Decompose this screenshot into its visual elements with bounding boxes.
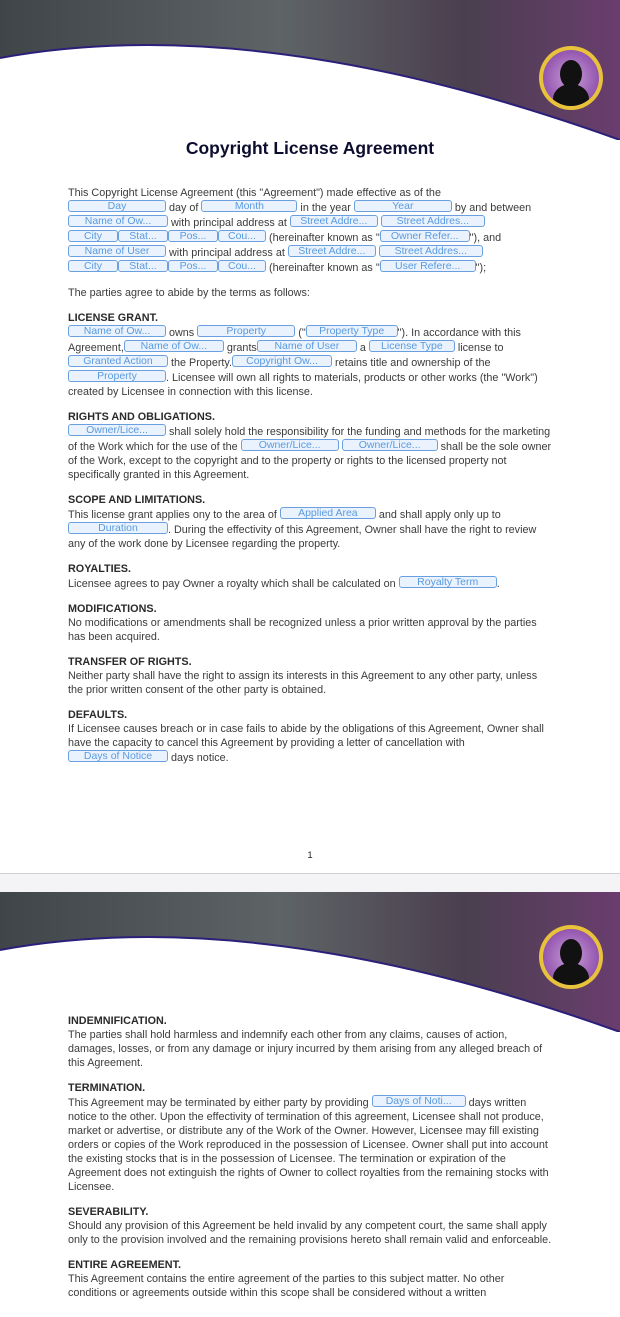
grant-user-name-field[interactable]: Name of User	[257, 340, 357, 352]
header-banner	[0, 0, 620, 140]
document-title: Copyright License Agreement	[185, 138, 435, 158]
user-ref-field[interactable]: User Refere...	[380, 260, 476, 272]
indemnification-heading: INDEMNIFICATION.	[68, 1015, 167, 1027]
days-notice-field[interactable]: Days of Notice	[68, 750, 168, 762]
page-number: 1	[307, 850, 313, 861]
scope-section: SCOPE AND LIMITATIONS. This license grant applies ony to the area of Applied Area and shall apply only up to Duration . During the effectivity of this Agreement, Owner shall have the right to review any of the work done by Licensee regarding the property.	[68, 493, 554, 551]
intro-paragraph: This Copyright License Agreement (this "Agreement") made effective as of the Day day of Month in the year Year by and between Name of Ow... with principal address at Street Addre... Street Addres... City Stat... Pos... Cou... (hereinafter known as " Owner Refer... "), and Name of User with principal address at Street Addre... Street Addres... City Stat... Pos... Cou... (hereinafter known as " User Refere... ");	[68, 187, 532, 274]
rights-heading: RIGHTS AND OBLIGATIONS.	[68, 411, 215, 423]
granted-action-field[interactable]: Granted Action	[68, 355, 168, 367]
user-street2-field[interactable]: Street Addres...	[379, 245, 483, 257]
owner-street2-field[interactable]: Street Addres...	[381, 215, 485, 227]
user-name-field[interactable]: Name of User	[68, 245, 166, 257]
user-country-field[interactable]: Cou...	[218, 260, 266, 272]
duration-field[interactable]: Duration	[68, 522, 168, 534]
page-separator	[0, 873, 620, 892]
royalties-section: ROYALTIES. Licensee agrees to pay Owner a royalty which shall be calculated on Royalty Term .	[68, 562, 554, 591]
user-city-field[interactable]: City	[68, 260, 118, 272]
avatar	[539, 46, 603, 110]
owner-name-field[interactable]: Name of Ow...	[68, 215, 168, 227]
property-field[interactable]: Property	[197, 325, 295, 337]
entire-agreement-heading: ENTIRE AGREEMENT.	[68, 1259, 181, 1271]
royalties-heading: ROYALTIES.	[68, 563, 131, 575]
scope-heading: SCOPE AND LIMITATIONS.	[68, 494, 206, 506]
owner-state-field[interactable]: Stat...	[118, 230, 168, 242]
transfer-section: TRANSFER OF RIGHTS. Neither party shall have the right to assign its interests in this Agreement to any other party, unless the prior written consent of the other party is obtained.	[68, 655, 554, 697]
user-state-field[interactable]: Stat...	[118, 260, 168, 272]
year-field[interactable]: Year	[354, 200, 452, 212]
avatar-2	[539, 925, 603, 989]
rights-party3-field[interactable]: Owner/Lice...	[342, 439, 438, 451]
entire-agreement-section: ENTIRE AGREEMENT. This Agreement contains the entire agreement of the parties to this subject matter. No other conditions or agreements outside within this scope shall be considered without a written	[68, 1258, 554, 1300]
license-grant-heading: LICENSE GRANT.	[68, 312, 158, 324]
grant-property-field[interactable]: Property	[68, 370, 166, 382]
copyright-owner-field[interactable]: Copyright Ow...	[232, 355, 332, 367]
month-field[interactable]: Month	[201, 200, 297, 212]
transfer-heading: TRANSFER OF RIGHTS.	[68, 656, 192, 668]
owner-postal-field[interactable]: Pos...	[168, 230, 218, 242]
grant-owner-name2-field[interactable]: Name of Ow...	[124, 340, 224, 352]
rights-party2-field[interactable]: Owner/Lice...	[241, 439, 339, 451]
indemnification-section: INDEMNIFICATION. The parties shall hold harmless and indemnify each other from any claims, causes of action, damages, losses, or from any damage or injury incurred by them arising from any alleged breach of this Agreement.	[68, 1014, 554, 1070]
termination-days-field[interactable]: Days of Noti...	[372, 1095, 466, 1107]
day-field[interactable]: Day	[68, 200, 166, 212]
defaults-section: DEFAULTS. If Licensee causes breach or in case fails to abide by the obligations of this Agreement, Owner shall have the capacity to cancel this Agreement by providing a letter of cancellation with Days of Notice days notice.	[68, 708, 554, 765]
license-grant-section: LICENSE GRANT. Name of Ow... owns Property (" Property Type "). In accordance with this Agreement, Name of Ow... grants Name of User a License Type license to Granted Action the Property. Copyright Ow... retains title and ownership of the Property . Licensee will own all rights to materials, products or other works (the "Work") created by Licensee in connection with this license.	[68, 311, 554, 399]
owner-city-field[interactable]: City	[68, 230, 118, 242]
termination-section: TERMINATION. This Agreement may be terminated by either party by providing Days of Noti... days written notice to the other. Upon the effectivity of termination of this agreement, Licensee shall not produce, market or advertise, or distribute any of the Work of the Owner. However, Licensee may fill existing orders or copies of the Work reproduced in the possession of Licensee. Owner shall put into account the existing stocks that is in the possession of Licensee. The termination or expiration of the Agreement does not extinguish the rights of Owner to collect royalties from the remaining stocks with Licensee.	[68, 1081, 554, 1194]
termination-heading: TERMINATION.	[68, 1082, 146, 1094]
header-banner-2	[0, 892, 620, 1032]
user-street-field[interactable]: Street Addre...	[288, 245, 376, 257]
owner-ref-field[interactable]: Owner Refer...	[380, 230, 470, 242]
owner-country-field[interactable]: Cou...	[218, 230, 266, 242]
royalty-term-field[interactable]: Royalty Term	[399, 576, 497, 588]
rights-party-field[interactable]: Owner/Lice...	[68, 424, 166, 436]
agree-paragraph: The parties agree to abide by the terms as follows:	[68, 287, 310, 299]
property-type-field[interactable]: Property Type	[306, 325, 398, 337]
defaults-heading: DEFAULTS.	[68, 709, 128, 721]
applied-area-field[interactable]: Applied Area	[280, 507, 376, 519]
modifications-heading: MODIFICATIONS.	[68, 603, 157, 615]
page-2	[0, 892, 620, 1317]
severability-heading: SEVERABILITY.	[68, 1206, 149, 1218]
page-1-content	[68, 186, 554, 776]
owner-street-field[interactable]: Street Addre...	[290, 215, 378, 227]
license-type-field[interactable]: License Type	[369, 340, 455, 352]
modifications-section: MODIFICATIONS. No modifications or amendments shall be recognized unless a prior written approval by the parties has been acquired.	[68, 602, 554, 644]
grant-owner-name-field[interactable]: Name of Ow...	[68, 325, 166, 337]
severability-section: SEVERABILITY. Should any provision of this Agreement be held invalid by any competent court, the same shall apply only to the provision involved and the remaining provisions hereto shall remain valid and enforceable.	[68, 1205, 554, 1247]
page-2-content	[68, 1012, 554, 1311]
rights-section: RIGHTS AND OBLIGATIONS. Owner/Lice... shall solely hold the responsibility for the funding and methods for the marketing of the Work which for the use of the Owner/Lice... Owner/Lice... shall be the sole owner of the Work, except to the copyright and to the property or rights to the licensed property not specifically granted in this Agreement.	[68, 410, 554, 482]
user-postal-field[interactable]: Pos...	[168, 260, 218, 272]
